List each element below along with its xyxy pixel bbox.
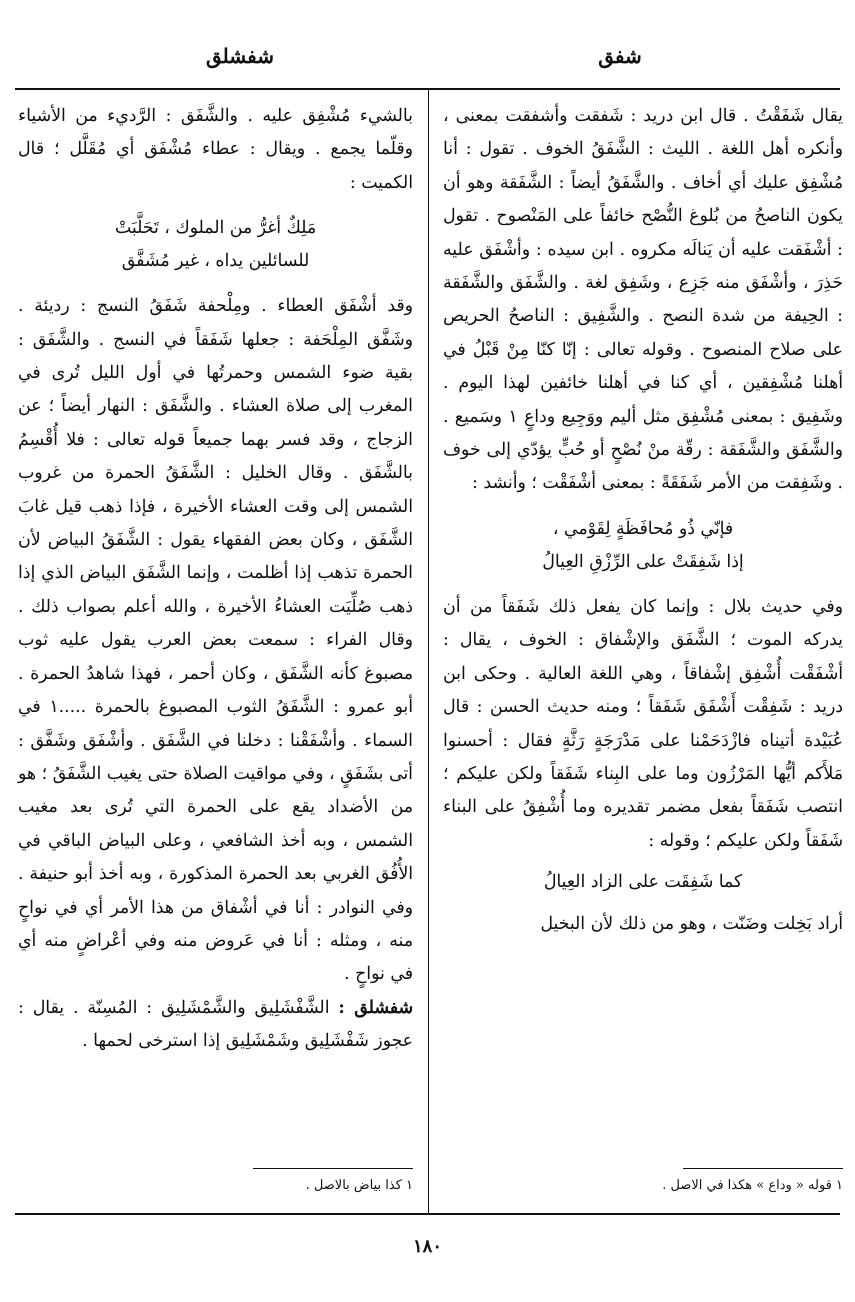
right-verse-line-1: فإنّي ذُو مُحافَظَةٍ لِقَوْمي ، [552, 518, 734, 539]
left-paragraph-3: الشَّفْشَلِيق والشَّمْشَلِيق : المُسِنّة . يقال : عجوز شَفْشَلِيق وشَمْشَلِيق إذا استرخى لحمها . [18, 997, 413, 1052]
running-header-left: شفشلق [205, 44, 275, 68]
right-paragraph-1: يقال شَفَقْتُ . قال ابن دريد : شَفقت وأشفقت بمعنى ، وأنكره أهل اللغة . الليث : الشَّفَقُ الخوف . تقول : أنا مُشْفِق عليك أي أخاف . والشَّفَقُ أيضاً : الشَّفَقة وهو أن يكون الناصحُ من بُلوغ النُّصْح خائفاً على المَنْصوح . تقول : أشْفَقت عليه أن يَنالَه مكروه . ابن سيده : وأشْفَق عليه حَذِرَ ، وأشْفَق منه جَزِع ، وشَفِق لغة . والشَّفَق والشَّفَقة : الحِيفة من شدة النصح . والشَّفِيق : الناصحُ الحريص على صلاح المنصوح . وقوله تعالى : إنّا كنّا مِنْ قَبْلُ في أهلنا مُشْفِقين ، أي كنا في أهلنا خائفين لهذا اليوم . وشَفِيق : بمعنى مُشْفِق مثل أليم ووَجِيع وداعٍ ١ وسَميع . والشَّفَق والشَّفَقة : رقّة منْ نُصْحٍ أو حُبٍّ يؤدّي إلى خوف . وشَفِقت من الأمر شَفَقَةً : بمعنى أشْفَقْت ؛ وأنشد : [443, 106, 843, 494]
left-entry [18, 992, 413, 1059]
left-verse [18, 212, 413, 278]
column-divider [428, 88, 429, 1213]
footnote-left: ١ كذا بياض بالاصل . [305, 1178, 413, 1193]
right-column [443, 100, 843, 941]
footnote-rule-right [683, 1168, 843, 1169]
left-paragraph-2: وقد أشْفَق العطاء . ومِلْحفة شَفَقُ النسج : رديئة . وشَفَّق المِلْحَفة : جعلها شَفَقاً في النسج . والشَّفَق : بقية ضوء الشمس وحمرتُها في أول الليل تُرى في المغرب إلى صلاة العشاء . والشَّفَق : النهار أيضاً ؛ عن الزجاج ، وقد فسر بهما جميعاً قوله تعالى : فلا أُقْسِمُ بالشَّفَق . وقال الخليل : الشَّفَقُ الحمرة من غروب الشمس إلى وقت العشاء الأخيرة ، فإذا ذهب قيل غابَ الشَّفَق ، وكان بعض الفقهاء يقول : الشَّفَقُ البياض لأن الحمرة تذهب إذا أظلمت ، وإنما الشَّفَق البياض الذي إذا ذهب صُلِّيَت العشاءُ الأخيرة ، والله أعلم بصواب ذلك . وقال الفراء : سمعت بعض العرب يقول عليه ثوب مصبوغ كأنه الشَّفَق ، وكان أحمر ، فهذا شاهدُ الحمرة . أبو عمرو : الشَّفَقُ الثوب المصبوغ بالحمرة .....١ في السماء . وأشْفَقْنا : دخلنا في الشَّفَق . وأشْفَق وشَفَّق : أتى بشَفَقٍ ، وفي مواقيت الصلاة حتى يغيب الشَّفَقُ ؛ هو من الأضداد يقع على الحمرة التي تُرى بعد مغيب الشمس ، وبه أخذ الشافعي ، وعلى البياض الباقي في الأُفُق الغربي بعد الحمرة المذكورة ، وبه أخذ أبو حنيفة . وفي النوادر : أنا في أشْفاق من هذا الأمر أي في نواحٍ منه ، ومثله : أنا في عَروض منه وفي أعْراضٍ منه أي في نواحٍ . [18, 296, 413, 985]
right-quote: كما شَفِقَت على الزاد العِيالُ [543, 872, 743, 893]
footer-rule [15, 1213, 840, 1215]
left-verse-line-1: مَلِكٌ أغرُّ من الملوك ، تَحَلَّبَتْ [114, 218, 317, 239]
left-verse-line-2: للسائلين يداه ، غير مُشَفَّق [121, 251, 310, 272]
right-verse-line-2: إذا شَفِقَتْ على الرِّزْقِ العِيالُ [542, 551, 744, 572]
page-number: ١٨٠ [412, 1236, 442, 1257]
left-column [18, 100, 413, 1059]
running-header-right: شفق [598, 44, 642, 68]
entry-headword: شفشلق : [338, 997, 414, 1018]
left-paragraph-1: بالشيء مُشْفِق عليه . والشَّفَق : الرَّديء من الأشياء وقلّما يجمع . ويقال : عطاء مُشْفَق أي مُقَلَّل ؛ قال الكميت : [18, 106, 413, 193]
right-paragraph-3: أراد بَخِلت وضَنّت ، وهو من ذلك لأن البخيل [540, 913, 843, 934]
footnote-rule-left [253, 1168, 413, 1169]
right-paragraph-2: وفي حديث بلال : وإنما كان يفعل ذلك شَفَقاً من أن يدركه الموت ؛ الشَّفَق والإشْفاق : الخوف ، يقال : أشْفَقْت أُشْفِق إشْفاقاً ، وهي اللغة العالية . وحكى ابن دريد : شَفِقْت أَشْفَق شَفَقاً ؛ ومنه حديث الحسن : قال عُبَيْدة أتيناه فازْدَحَمْنا على مَدْرَجَةٍ رَثَّةٍ فقال : أحسنوا مَلأَكم أيُّها المَرْزُون وما على البِناء شَفَقاً ولكن عليكم ؛ انتصب شَفَقاً بفعل مضمر تقديره وما أُشْفِقُ على البناء شَفَقاً ولكن عليكم ؛ وقوله : [443, 596, 843, 851]
right-verse [443, 513, 843, 579]
footnote-right: ١ قوله « وداع » هكذا في الاصل . [662, 1178, 843, 1193]
